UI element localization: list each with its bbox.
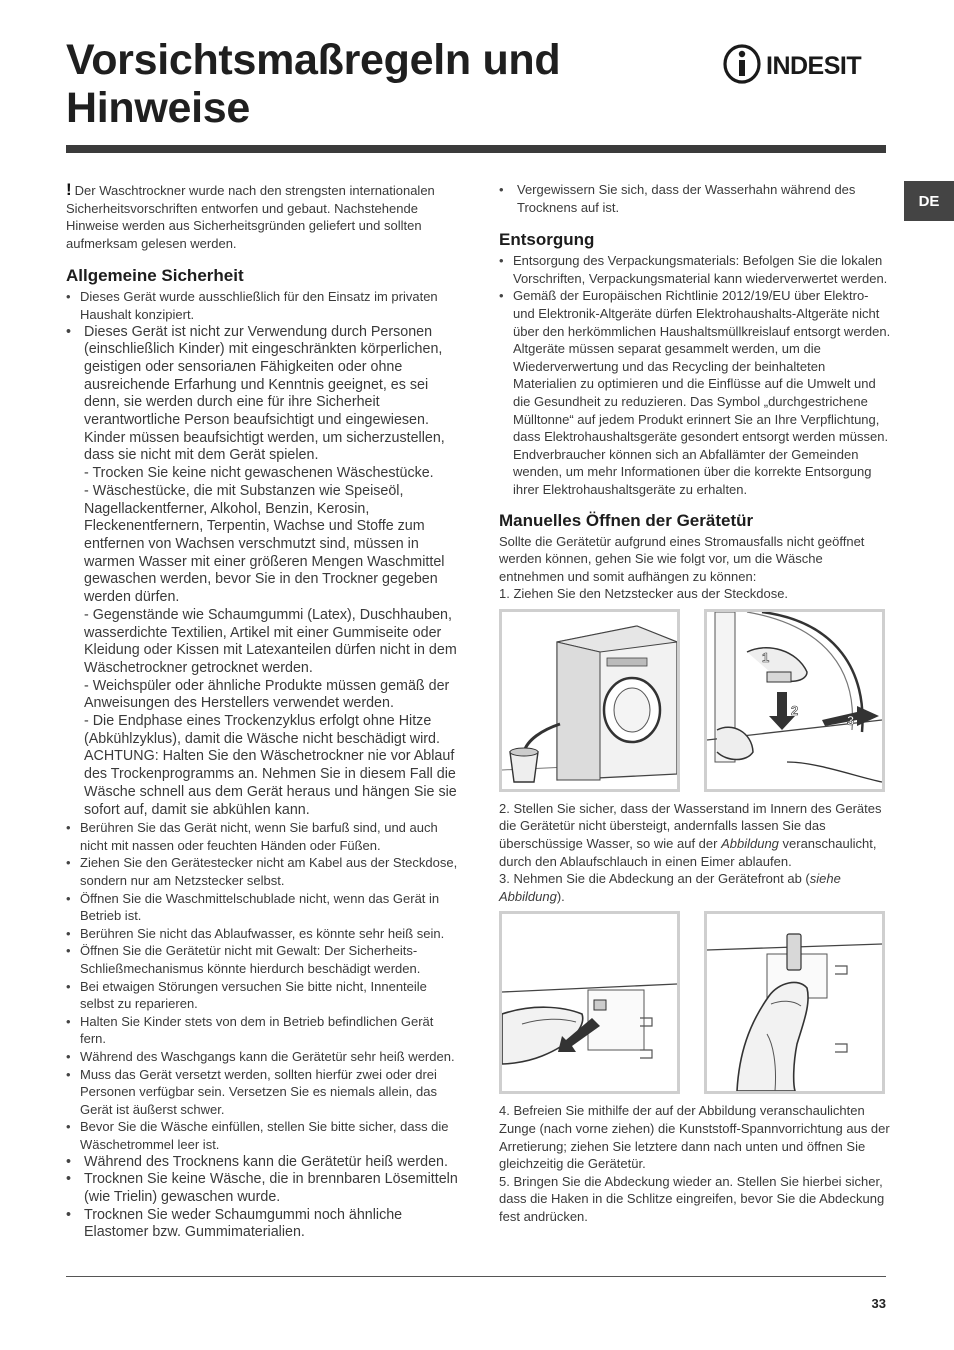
figure-remove-cover — [499, 911, 680, 1094]
sub-item: - Gegenstände wie Schaumgummi (Latex), Duschhauben, wasserdichte Textilien, Artikel mit einer Gummiseite oder Kleidung oder Kissen mit Latexanteilen dürfen nicht in dem Wäschetrockner getrocknet werden. — [84, 606, 457, 676]
list-item: • Trocknen Sie weder Schaumgummi noch ähnliche Elastomer bzw. Gummimaterialien. — [66, 1207, 458, 1242]
figure-row-1 — [499, 609, 885, 792]
list-item: • Berühren Sie das Gerät nicht, wenn Sie barfuß sind, und auch nicht mit nassen oder feuchten Händen oder Füßen. — [66, 819, 458, 854]
washer-drain-illustration — [502, 612, 677, 789]
sub-item: - Die Endphase eines Trockenzyklus erfolgt ohne Hitze (Abkühlzyklus), damit die Wäsche nicht beschädigt wird. ACHTUNG: Halten Sie den Wäschetrockner nie vor Ablauf des Trockenprogramms an. Nehmen Sie in diesem Fall die Wäsche schnell aus dem Gerät heraus und hängen Sie sie sofort auf, damit sie abkühlen kann. — [84, 713, 457, 818]
sub-item: - Wäschestücke, die mit Substanzen wie Speiseöl, Nagellackentferner, Alkohol, Benzin, Kerosin, Fleckenentfernern, Terpentin, Wachse und Stoffe zum entfernen von Wachsen verschmutzt sind, müssen in warmen Wasser mit einer größeren Mengen Waschmittel gewaschen werden, bevor Sie in den Trockner gegeben werden dürfen. — [84, 482, 445, 606]
list-item: • Gemäß der Europäischen Richtlinie 2012/19/EU über Elektro- und Elektronik-Altgeräte dürfen Elektrohaushalts-Altgeräte nicht über den herkömmlichen Haushaltsmüllkreislauf entsorgt werden. Altgeräte müssen separat gesammelt werden, um die Wiederverwertung und das Recycling der beinhalteten Materialien zu optimieren und die Einflüsse auf die Umwelt und die Gesundheit zu reduzieren. Das Symbol „durchgestrichene Mülltonne“ auf jedem Produkt erinnert Sie an Ihre Verpflichtung, dass Elektrohaushaltsgeräte gesondert entsorgt werden müssen. Endverbraucher können sich an Abfallämter der Gemeinden wenden, um mehr Informationen über die korrekte Entsorgung ihrer Elektrohaushaltsgeräte zu erhalten. — [499, 287, 891, 498]
figure-pull-tab — [704, 911, 885, 1094]
list-item: • Trocknen Sie keine Wäsche, die in brennbaren Lösemitteln (wie Trielin) gewaschen wurde. — [66, 1171, 458, 1206]
warning-mark: ! — [66, 180, 72, 199]
manuell-intro: Sollte die Gerätetür aufgrund eines Stromausfalls nicht geöffnet werden können, gehen Sie wie folgt vor, um die Wäsche entnehmen und somit aufhängen zu können: — [499, 533, 865, 584]
figure-door-release — [704, 609, 885, 792]
list-item: • Halten Sie Kinder stets von dem in Betrieb befindlichen Gerät fern. — [66, 1013, 458, 1048]
step-5: 5. Bringen Sie die Abdeckung wieder an. Stellen Sie hierbei sicher, dass die Haken in die Schlitze eingreifen, bevor Sie die Abdeckung fest andrücken. — [499, 1173, 885, 1224]
callout-3: 3 — [847, 712, 855, 728]
step-1: 1. Ziehen Sie den Netzstecker aus der Steckdose. — [499, 586, 789, 602]
step-2: 2. Stellen Sie sicher, dass der Wasserstand im Innern des Gerätes die Gerätetür nicht übersteigt, andernfalls lassen Sie das überschüssige Wasser, so wie auf der Abbildung veranschaulicht, durch den Ablaufschlauch in einen Eimer ablaufen. — [499, 800, 882, 869]
left-column — [66, 181, 458, 1242]
callout-2: 2 — [791, 702, 799, 718]
footer-rule — [66, 1276, 886, 1277]
indesit-logo — [722, 44, 892, 84]
heading-entsorgung: Entsorgung — [499, 230, 595, 250]
language-tab: DE — [904, 181, 954, 221]
list-item: • Während des Trocknens kann die Gerätetür heiß werden. — [66, 1154, 458, 1172]
list-item: • Dieses Gerät ist nicht zur Verwendung durch Personen (einschließlich Kinder) mit eingeschränkten körperlichen, geistigen oder sensoriалen Fähigkeiten oder ohne ausreichende Erfarhung und Kenntnis geeignet, es sei denn, sie werden durch eine für ihre Sicherheit verantwortliche Person beaufsichtigt und eingewiesen. Kinder müssen beaufsichtigt werden, um sicherzustellen, dass sie nicht mit dem Gerät spielen. - Trocken Sie keine nicht gewaschenen Wäschestücke. - Wäschestücke, die mit Substanzen wie Speiseöl, Nagellackentferner, Alkohol, Benzin, Kerosin, Fleckenentfernern, Terpentin, Wachse und Stoffe zum entfernen von Wachsen verschmutzt sind, müssen in warmen Wasser mit einer größeren Mengen Waschmittel gewaschen werden, bevor Sie in den Trockner gegeben werden dürfen. - Gegenstände wie Schaumgummi (Latex), Duschhauben, wasserdichte Textilien, Artikel mit einer Gummiseite oder Kleidung oder Kissen mit Latexanteilen dürfen nicht in dem Wäschetrockner getrocknet werden. - Weichspüler oder ähnliche Produkte müssen gemäß der Anweisungen des Herstellers verwendet werden. - Die Endphase eines Trockenzyklus erfolgt ohne Hitze (Abkühlzyklus), damit die Wäsche nicht beschädigt wird. ACHTUNG: Halten Sie den Wäschetrockner nie vor Ablauf des Trockenprogramms an. Nehmen Sie in diesem Fall die Wäsche schnell aus dem Gerät heraus und hängen Sie sie sofort auf, damit sie abkühlen kann. — [66, 324, 458, 820]
step-3: 3. Nehmen Sie die Abdeckung an der Gerätefront ab (siehe Abbildung). — [499, 871, 841, 904]
sub-item: - Trocken Sie keine nicht gewaschenen Wäschestücke. — [84, 465, 434, 482]
list-item: • Dieses Gerät wurde ausschließlich für den Einsatz im privaten Haushalt konzipiert. — [66, 288, 458, 323]
list-item: • Bei etwaigen Störungen versuchen Sie bitte nicht, Innenteile selbst zu reparieren. — [66, 978, 458, 1013]
list-item: • Vergewissern Sie sich, dass der Wasserhahn während des Trocknens auf ist. — [499, 181, 891, 216]
page-number: 33 — [871, 1296, 886, 1311]
list-item: • Öffnen Sie die Gerätetür nicht mit Gewalt: Der Sicherheits-Schließmechanismus könnte hierdurch beschädigt werden. — [66, 942, 458, 977]
list-item: • Bevor Sie die Wäsche einfüllen, stellen Sie bitte sicher, dass die Wäschetrommel leer ist. — [66, 1118, 458, 1153]
list-item: • Ziehen Sie den Gerätestecker nicht am Kabel aus der Steckdose, sondern nur am Netzstecker selbst. — [66, 854, 458, 889]
allgemeine-list — [66, 288, 458, 1242]
intro-paragraph: ! Der Waschtrockner wurde nach den strengsten internationalen Sicherheitsvorschriften entworfen und gebaut. Nachstehende Hinweise werden aus Sicherheitsgründen geliefert und sollten aufmerksam gelesen werden. — [66, 180, 435, 251]
list-item: • Öffnen Sie die Waschmittelschublade nicht, wenn das Gerät in Betrieb ist. — [66, 890, 458, 925]
list-item: • Entsorgung des Verpackungsmaterials: Befolgen Sie die lokalen Vorschriften, Verpackungsmaterial kann wiederverwertet werden. — [499, 252, 891, 287]
step-4: 4. Befreien Sie mithilfe der auf der Abbildung veranschaulichten Zunge (nach vorne ziehen) die Kunststoff-Spannvorrichtung aus der Arretierung; ziehen Sie letztere dann nach unten und öffnen Sie gleichzeitig die Gerätetür. — [499, 1103, 890, 1172]
brand-wordmark: INDESIT — [766, 52, 862, 80]
pull-tab-illustration — [707, 914, 882, 1091]
page-title: Vorsichtsmaßregeln und Hinweise — [66, 36, 561, 132]
door-release-illustration — [707, 612, 882, 789]
sub-item: - Weichspüler oder ähnliche Produkte müssen gemäß der Anweisungen des Herstellers verwendet werden. — [84, 677, 450, 712]
list-item: • Berühren Sie nicht das Ablaufwasser, es könnte sehr heiß sein. — [66, 925, 458, 943]
entsorgung-list — [499, 252, 891, 498]
figure-drain-hose — [499, 609, 680, 792]
title-rule — [66, 145, 886, 153]
callout-1: 1 — [762, 649, 770, 665]
heading-manuelles-oeffnen: Manuelles Öffnen der Gerätetür — [499, 510, 754, 530]
figure-row-2 — [499, 911, 885, 1094]
list-item: • Während des Waschgangs kann die Gerätetür sehr heiß werden. — [66, 1048, 458, 1066]
heading-allgemeine-sicherheit: Allgemeine Sicherheit — [66, 266, 244, 286]
list-item: • Muss das Gerät versetzt werden, sollten hierfür zwei oder drei Personen verfügbar sein. Versetzen Sie es niemals allein, das Gerät ist äußerst schwer. — [66, 1066, 458, 1119]
right-column — [499, 181, 891, 1226]
remove-cover-illustration — [502, 914, 677, 1091]
